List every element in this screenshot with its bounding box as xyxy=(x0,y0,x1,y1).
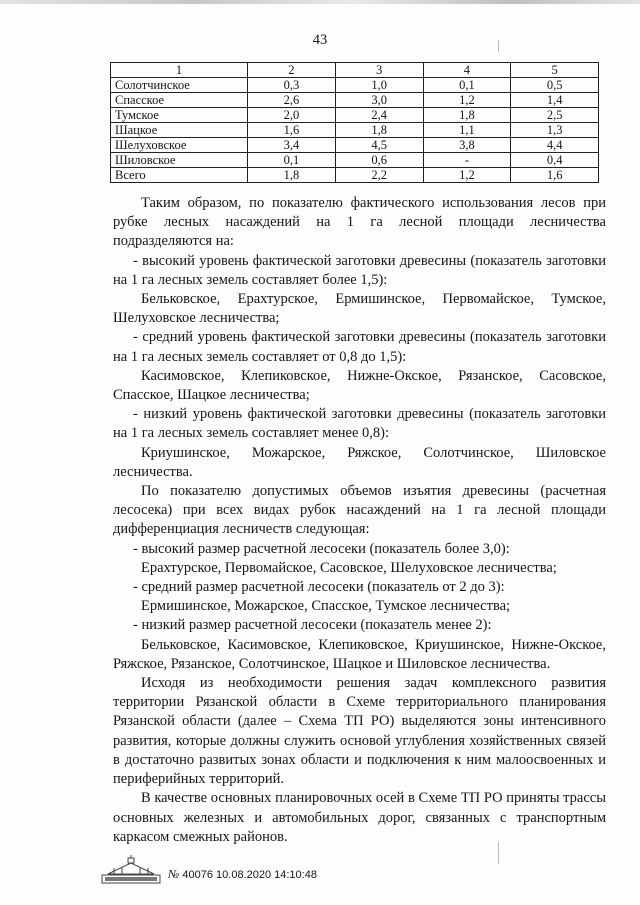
paragraph: По показателю допустимых объемов изъятия древесины (расчетная лесосека) при всех видах рубок насаждений на 1 га лесной площади дифференциация лесничеств следующая: xyxy=(113,483,606,538)
table-cell: 1,2 xyxy=(423,168,511,183)
table-cell: 2,0 xyxy=(248,108,336,123)
table-cell: Шиловское xyxy=(111,153,248,168)
body-text xyxy=(113,194,606,847)
table-row xyxy=(111,108,599,123)
table-cell: 2,5 xyxy=(511,108,599,123)
table-cell: 3,0 xyxy=(335,93,423,108)
column-header: 3 xyxy=(335,63,423,78)
paragraph: Таким образом, по показателю фактического использования лесов при рубке лесных насаждений на 1 га лесной площади лесничества подразделяются на: xyxy=(113,195,606,250)
list-item: - высокий уровень фактической заготовки древесины (показатель заготовки на 1 га лесных земель составляет более 1,5): xyxy=(113,252,606,288)
paragraph: Ермишинское, Можарское, Спасское, Тумское лесничества; xyxy=(141,598,511,615)
paragraph: Касимовское, Клепиковское, Нижне-Окское, Рязанское, Сасовское, Спасское, Шацкое лесничества; xyxy=(113,367,606,404)
table-cell: Всего xyxy=(111,168,248,183)
table-cell: 4,5 xyxy=(335,138,423,153)
table-cell: 3,8 xyxy=(423,138,511,153)
table-row xyxy=(111,138,599,153)
table-cell: 1,8 xyxy=(423,108,511,123)
registration-stamp xyxy=(168,867,317,882)
table-cell: 1,6 xyxy=(511,168,599,183)
table-cell: Солотчинское xyxy=(111,78,248,93)
list-item: - высокий размер расчетной лесосеки (показатель более 3,0): xyxy=(133,540,510,557)
table-cell: 0,4 xyxy=(511,153,599,168)
building-emblem-icon xyxy=(100,855,162,885)
paragraph: Бельковское, Ерахтурское, Ермишинское, Первомайское, Тумское, Шелуховское лесничества; xyxy=(113,291,606,327)
table-row xyxy=(111,153,599,168)
table-row xyxy=(111,78,599,93)
column-header: 4 xyxy=(423,63,511,78)
table-cell: 1,8 xyxy=(335,123,423,138)
list-item: - средний уровень фактической заготовки древесины (показатель заготовки на 1 га лесных земель составляет от 0,8 до 1,5): xyxy=(113,329,606,365)
table-header-row xyxy=(111,63,599,78)
scan-edge xyxy=(0,0,640,4)
paragraph: Исходя из необходимости решения задач комплексного развития территории Рязанской области в Схеме территориального планирования Рязанской области (далее – Схема ТП РО) выделяются зоны интенсивного развития, которые должны служить основой углубления хозяйственных связей в достаточно развитых зонах области и подключения к ним малоосвоенных и периферийных территорий. xyxy=(113,675,606,788)
paragraph: Бельковское, Касимовское, Клепиковское, Криушинское, Нижне-Окское, Ряжское, Рязанское, Солотчинское, Шацкое и Шиловское лесничества. xyxy=(113,636,606,672)
table-cell: - xyxy=(423,153,511,168)
data-table xyxy=(110,62,599,183)
table-cell: 4,4 xyxy=(511,138,599,153)
column-header: 1 xyxy=(111,63,248,78)
table-cell: 1,4 xyxy=(511,93,599,108)
table-cell: 0,5 xyxy=(511,78,599,93)
table-cell: 1,0 xyxy=(335,78,423,93)
table-cell: Спасское xyxy=(111,93,248,108)
column-header: 5 xyxy=(511,63,599,78)
table-cell: 1,2 xyxy=(423,93,511,108)
list-item: - низкий размер расчетной лесосеки (показатель менее 2): xyxy=(133,617,492,634)
page-number: 43 xyxy=(312,32,328,48)
column-header: 2 xyxy=(248,63,336,78)
paragraph: В качестве основных планировочных осей в Схеме ТП РО приняты трассы основных железных и автомобильных дорог, связанных с транспортным каркасом смежных районов. xyxy=(113,790,606,845)
table-cell: 0,1 xyxy=(423,78,511,93)
table-cell: 3,4 xyxy=(248,138,336,153)
table-cell: 1,3 xyxy=(511,123,599,138)
list-item: - средний размер расчетной лесосеки (показатель от 2 до 3): xyxy=(133,579,505,596)
table-cell: 2,4 xyxy=(335,108,423,123)
table-cell: 1,8 xyxy=(248,168,336,183)
registration-text: 40076 10.08.2020 14:10:48 xyxy=(182,869,317,881)
table-cell: 2,6 xyxy=(248,93,336,108)
table-cell: 0,3 xyxy=(248,78,336,93)
table-cell: Тумское xyxy=(111,108,248,123)
table-cell: 2,2 xyxy=(335,168,423,183)
table-row-total xyxy=(111,168,599,183)
table-row xyxy=(111,123,599,138)
paragraph: Криушинское, Можарское, Ряжское, Солотчинское, Шиловское лесничества. xyxy=(113,444,606,480)
table-row xyxy=(111,93,599,108)
list-item: - низкий уровень фактической заготовки древесины (показатель заготовки на 1 га лесных земель составляет менее 0,8): xyxy=(113,406,606,442)
table-cell: 1,1 xyxy=(423,123,511,138)
scan-artifact xyxy=(498,40,499,52)
number-sign: № xyxy=(168,867,180,881)
table-cell: 0,6 xyxy=(335,153,423,168)
scan-artifact xyxy=(498,842,499,864)
paragraph: Ерахтурское, Первомайское, Сасовское, Шелуховское лесничества; xyxy=(141,559,557,576)
table-cell: 1,6 xyxy=(248,123,336,138)
table-cell: Шацкое xyxy=(111,123,248,138)
table-cell: 0,1 xyxy=(248,153,336,168)
table-cell: Шелуховское xyxy=(111,138,248,153)
